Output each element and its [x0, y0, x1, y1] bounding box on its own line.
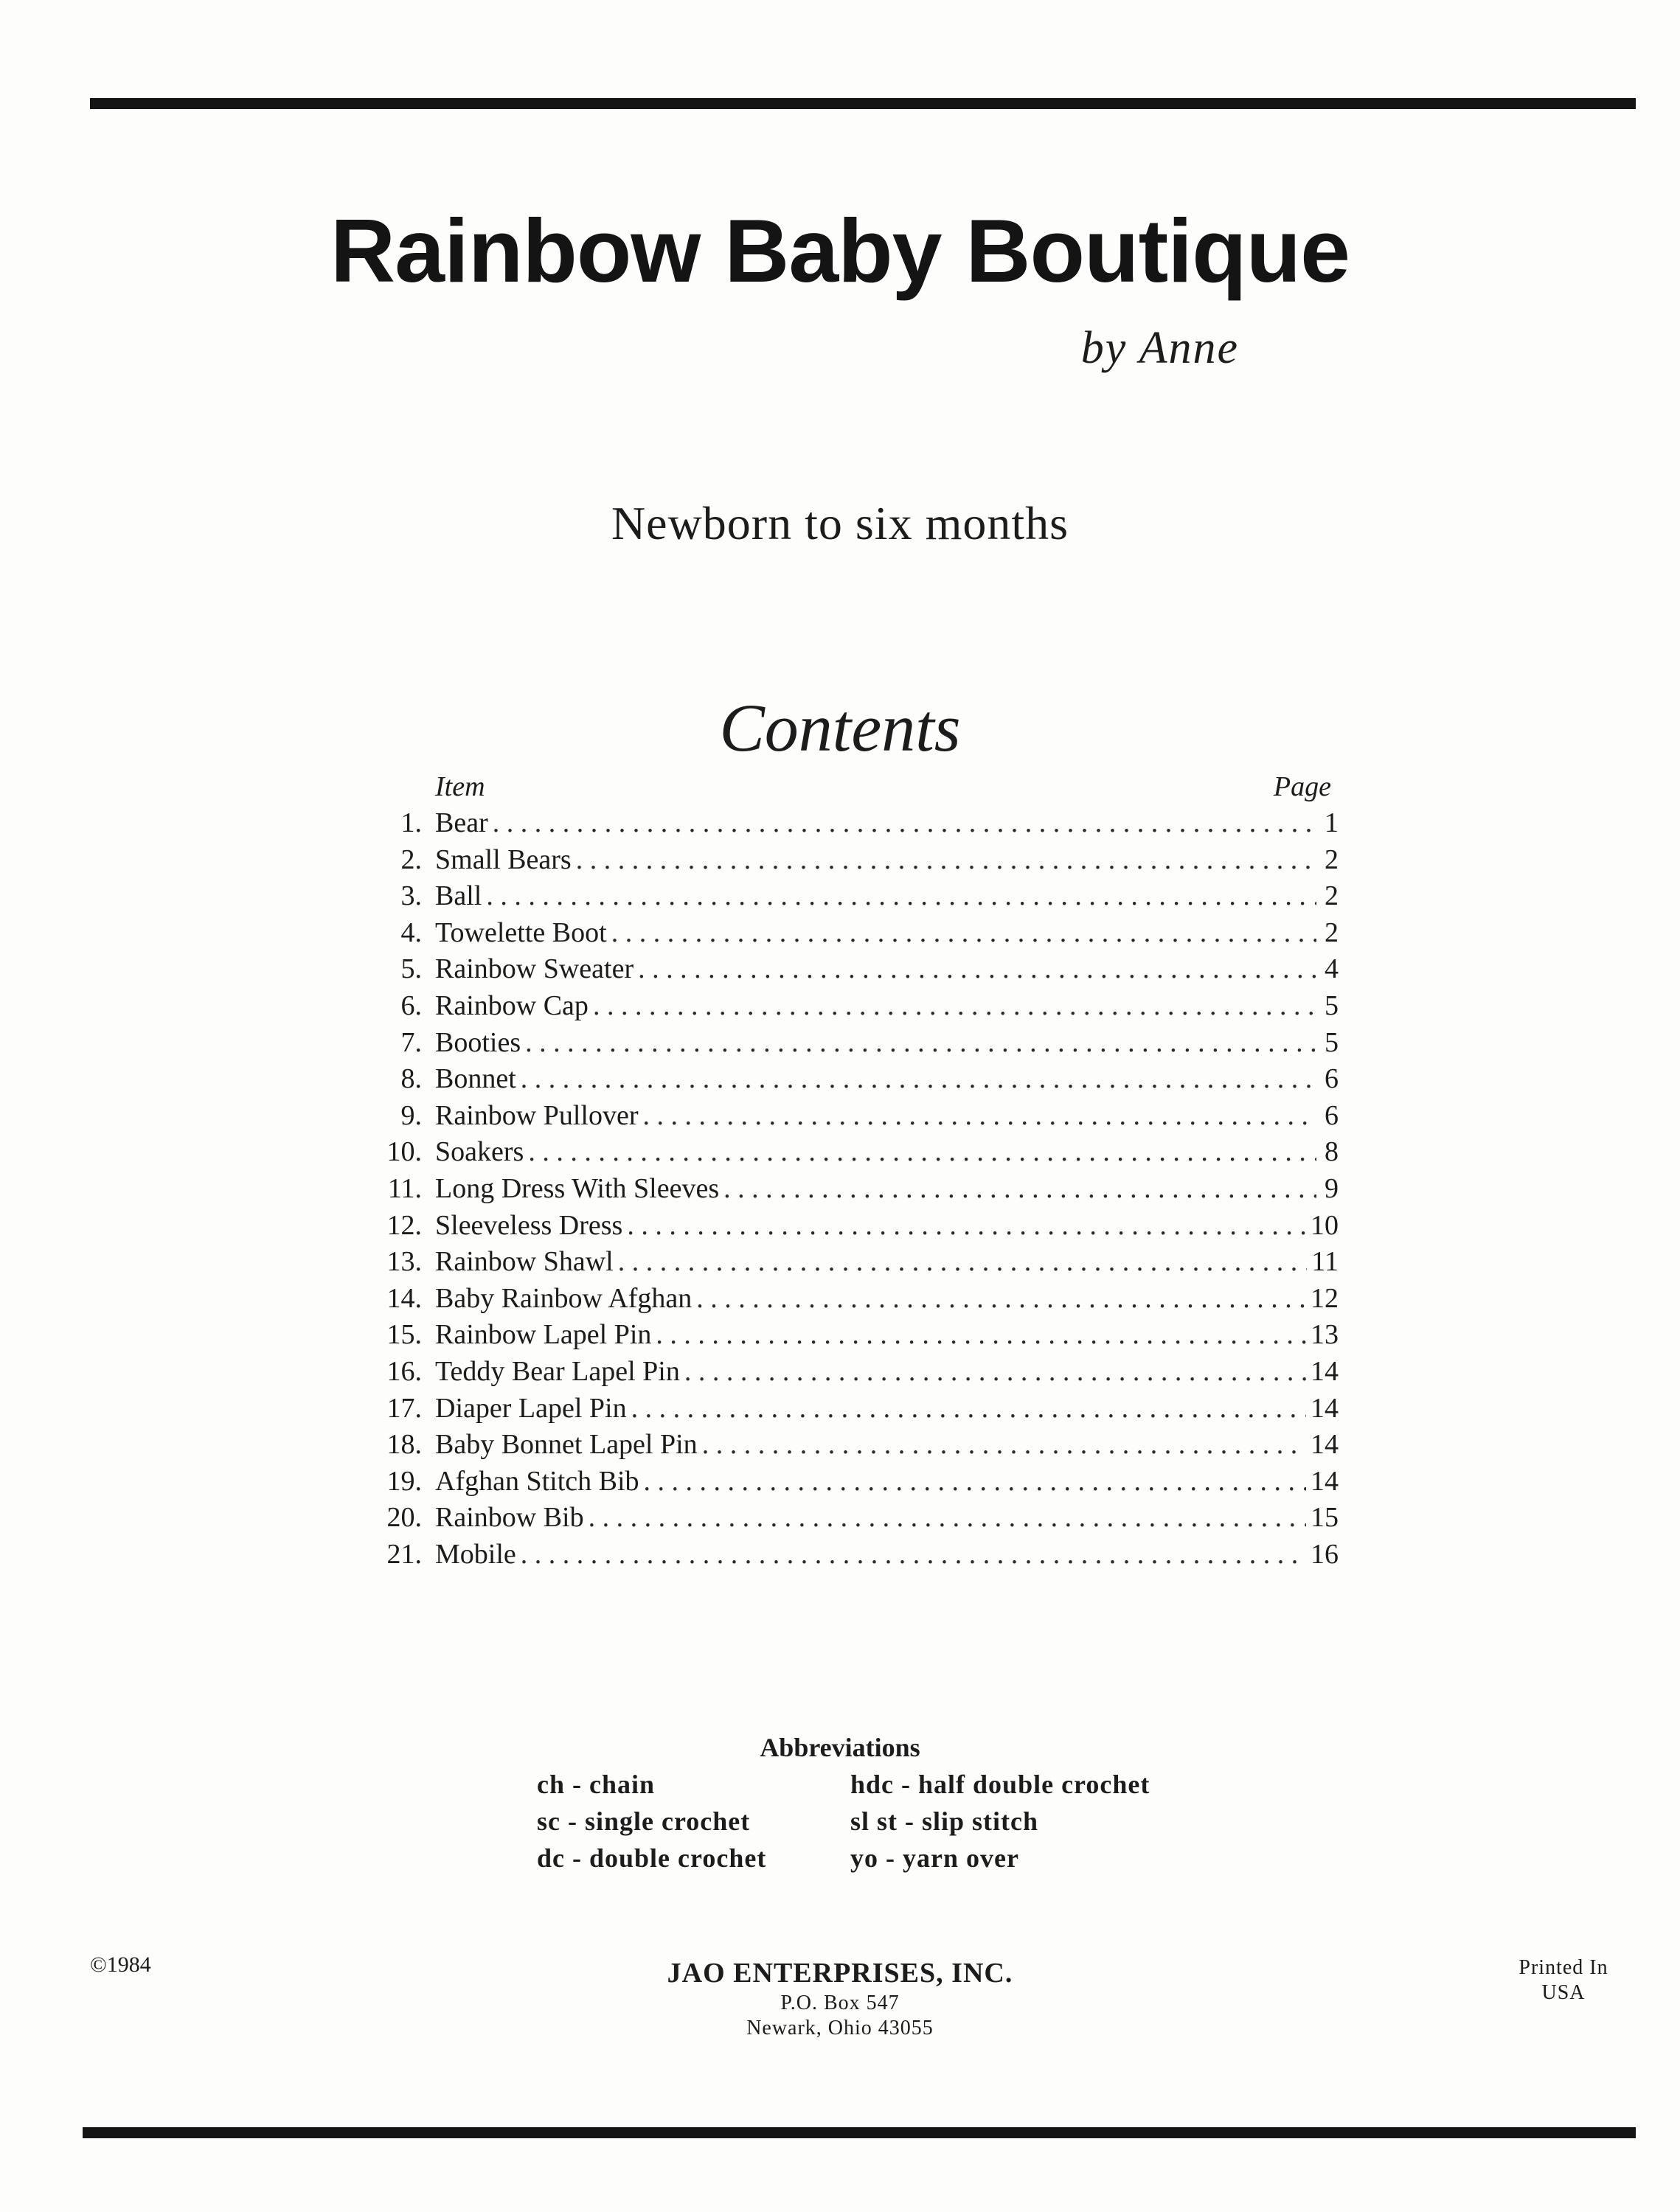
toc-entry-label: Baby Rainbow Afghan [435, 1282, 693, 1314]
toc-entry-page: 11 [1311, 1246, 1339, 1278]
toc-entry-label: Towelette Boot [435, 917, 607, 948]
printed-in-label: Printed In [1518, 1956, 1608, 1979]
toc-entry-label: Rainbow Cap [435, 990, 589, 1021]
toc-entry-label: Soakers [435, 1136, 524, 1168]
toc-entry-page: 1 [1325, 807, 1339, 838]
toc-entry-label: Sleeveless Dress [435, 1209, 623, 1241]
toc-entry [369, 1134, 1339, 1171]
toc-entry [369, 1354, 1339, 1391]
copyright-notice: ©1984 [90, 1952, 151, 1977]
toc-dot-leader [702, 1427, 1306, 1464]
publisher-name: JAO ENTERPRISES, INC. [667, 1958, 1013, 1989]
toc-entry-page: 6 [1325, 1099, 1339, 1131]
toc-entry [369, 1427, 1339, 1464]
toc-entry [369, 951, 1339, 988]
toc-entry-page: 2 [1325, 880, 1339, 912]
toc-entry [369, 1171, 1339, 1208]
toc-entry-number: 13. [386, 1246, 422, 1278]
toc-entry [369, 878, 1339, 915]
toc-entry-page: 5 [1325, 990, 1339, 1021]
toc-entry-label: Rainbow Pullover [435, 1099, 639, 1131]
toc-entry-page: 16 [1311, 1538, 1339, 1570]
abbreviations-title: Abbreviations [760, 1733, 920, 1762]
abbreviation-item: yo - yarn over [850, 1843, 1019, 1873]
toc-entry [369, 915, 1339, 952]
author-line: by Anne [1080, 323, 1239, 373]
toc-entry [369, 842, 1339, 879]
toc-dot-leader [521, 1061, 1316, 1098]
toc-entry-page: 14 [1311, 1392, 1339, 1424]
toc-entry-label: Rainbow Lapel Pin [435, 1319, 652, 1351]
publisher-address-line: Newark, Ohio 43055 [746, 2017, 934, 2039]
toc-entry-page: 6 [1325, 1063, 1339, 1095]
toc-entry-label: Teddy Bear Lapel Pin [435, 1355, 680, 1387]
toc-dot-leader [618, 1244, 1308, 1281]
toc-entry-number: 15. [386, 1319, 422, 1351]
subtitle: Newborn to six months [611, 497, 1069, 549]
toc-entry [369, 1208, 1339, 1245]
toc-dot-leader [528, 1134, 1316, 1171]
toc-entry-page: 4 [1325, 953, 1339, 985]
toc-entry-number: 21. [386, 1538, 422, 1570]
toc-entry-page: 9 [1325, 1172, 1339, 1204]
toc-dot-leader [593, 988, 1316, 1025]
toc-entry [369, 1500, 1339, 1537]
toc-entry-number: 6. [400, 990, 422, 1021]
toc-dot-leader [589, 1500, 1306, 1537]
toc-entry-label: Booties [435, 1026, 521, 1058]
toc-entry-label: Small Bears [435, 844, 572, 875]
toc-entry-label: Rainbow Sweater [435, 953, 634, 985]
toc-entry-number: 18. [386, 1429, 422, 1461]
toc-entry-label: Ball [435, 880, 482, 912]
toc-entry-number: 7. [400, 1026, 422, 1058]
toc-entry-page: 14 [1311, 1465, 1339, 1497]
toc-entry-page: 15 [1311, 1502, 1339, 1534]
abbreviation-item: hdc - half double crochet [850, 1770, 1150, 1799]
toc-entry-number: 14. [386, 1282, 422, 1314]
toc-entry-number: 11. [387, 1172, 422, 1204]
toc-entry [369, 1025, 1339, 1062]
toc-dot-leader [493, 805, 1316, 842]
page-title: Rainbow Baby Boutique [330, 201, 1350, 301]
toc-entry-number: 4. [400, 917, 422, 948]
toc-entry-page: 5 [1325, 1026, 1339, 1058]
toc-entry-label: Rainbow Shawl [435, 1246, 614, 1278]
toc-entry-number: 2. [400, 844, 422, 875]
toc-entry-number: 3. [400, 880, 422, 912]
toc-entry [369, 1098, 1339, 1135]
abbreviation-item: sl st - slip stitch [850, 1806, 1039, 1836]
toc-dot-leader [684, 1354, 1306, 1391]
toc-entry [369, 1317, 1339, 1354]
toc-dot-leader [576, 842, 1316, 879]
item-column-header: Item [435, 771, 485, 802]
toc-entry [369, 1391, 1339, 1427]
toc-entry-number: 17. [386, 1392, 422, 1424]
toc-entry-label: Baby Bonnet Lapel Pin [435, 1429, 698, 1461]
abbreviation-item: dc - double crochet [537, 1843, 767, 1873]
bottom-rule [83, 2127, 1636, 2138]
printed-in-country: USA [1541, 1981, 1586, 2004]
toc-dot-leader [644, 1464, 1306, 1500]
abbreviation-item: sc - single crochet [537, 1806, 751, 1836]
toc-dot-leader [521, 1537, 1306, 1573]
toc-entry-page: 12 [1311, 1282, 1339, 1314]
toc-dot-leader [638, 951, 1316, 988]
toc-entry [369, 805, 1339, 842]
top-rule [90, 98, 1636, 109]
toc-entry-label: Bear [435, 807, 488, 838]
toc-entry-page: 14 [1311, 1355, 1339, 1387]
toc-entry [369, 1537, 1339, 1573]
toc-dot-leader [696, 1281, 1306, 1318]
toc-entry-label: Mobile [435, 1538, 516, 1570]
table-of-contents [369, 768, 1339, 1573]
toc-dot-leader [631, 1391, 1306, 1427]
page-column-header: Page [1273, 771, 1331, 802]
toc-entry-label: Afghan Stitch Bib [435, 1465, 639, 1497]
toc-entry-page: 8 [1325, 1136, 1339, 1168]
toc-entry-number: 9. [400, 1099, 422, 1131]
toc-entry-number: 10. [386, 1136, 422, 1168]
toc-entry [369, 1281, 1339, 1318]
toc-entry-number: 12. [386, 1209, 422, 1241]
toc-entry-page: 14 [1311, 1429, 1339, 1461]
toc-entry-number: 8. [400, 1063, 422, 1095]
toc-entry [369, 988, 1339, 1025]
contents-heading: Contents [719, 690, 961, 765]
toc-entry-number: 20. [386, 1502, 422, 1534]
toc-entry [369, 1464, 1339, 1500]
toc-dot-leader [611, 915, 1316, 952]
toc-dot-leader [486, 878, 1316, 915]
toc-entry-number: 19. [386, 1465, 422, 1497]
toc-entry [369, 1244, 1339, 1281]
toc-entry [369, 1061, 1339, 1098]
toc-entry-number: 5. [400, 953, 422, 985]
toc-entry-page: 13 [1311, 1319, 1339, 1351]
publisher-address-line: P.O. Box 547 [780, 1992, 900, 2014]
toc-header [369, 768, 1339, 805]
toc-entry-label: Diaper Lapel Pin [435, 1392, 627, 1424]
abbreviation-item: ch - chain [537, 1770, 656, 1799]
toc-entry-number: 1. [400, 807, 422, 838]
toc-entry-page: 2 [1325, 844, 1339, 875]
toc-entry-label: Rainbow Bib [435, 1502, 584, 1534]
toc-dot-leader [642, 1098, 1316, 1135]
toc-dot-leader [627, 1208, 1306, 1245]
toc-dot-leader [723, 1171, 1316, 1208]
toc-entry-label: Bonnet [435, 1063, 516, 1095]
toc-dot-leader [525, 1025, 1316, 1062]
toc-dot-leader [656, 1317, 1306, 1354]
toc-entries [369, 805, 1339, 1573]
toc-entry-page: 2 [1325, 917, 1339, 948]
toc-entry-number: 16. [386, 1355, 422, 1387]
toc-entry-label: Long Dress With Sleeves [435, 1172, 720, 1204]
toc-entry-page: 10 [1311, 1209, 1339, 1241]
